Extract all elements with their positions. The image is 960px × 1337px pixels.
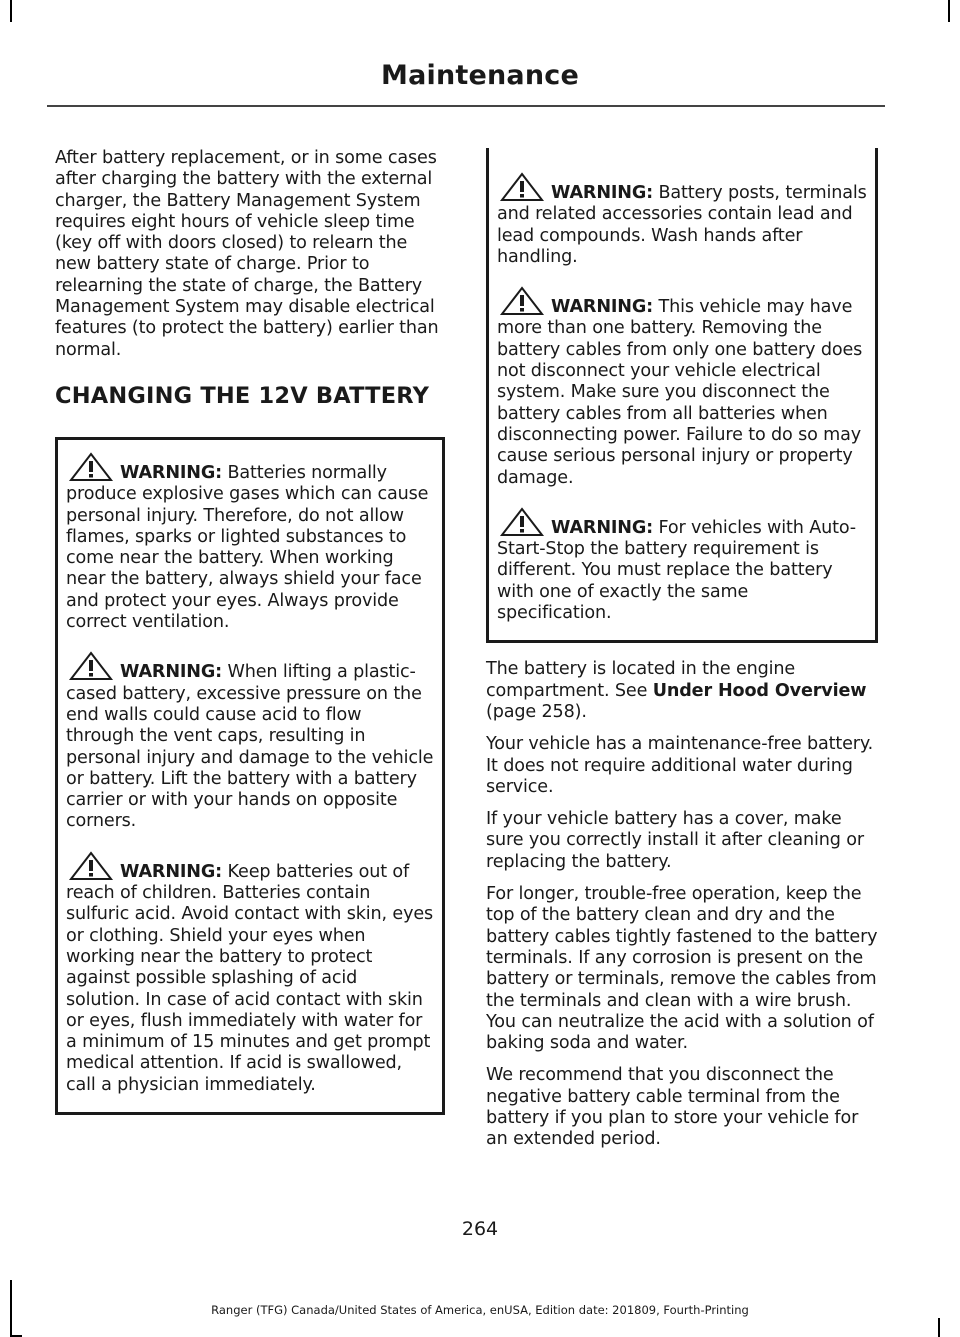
warning-label: WARNING: bbox=[120, 861, 223, 882]
warning-item bbox=[497, 507, 867, 624]
body-paragraph: Your vehicle has a maintenance-free battery. It does not require additional water during service. bbox=[486, 734, 874, 797]
crop-mark-top-left bbox=[10, 0, 12, 22]
warning-triangle-icon bbox=[497, 507, 547, 537]
warning-box-left bbox=[55, 437, 445, 1115]
page-title: Maintenance bbox=[381, 60, 579, 91]
location-paragraph bbox=[486, 659, 878, 723]
page-number: 264 bbox=[461, 1218, 499, 1240]
warning-item bbox=[66, 851, 434, 1096]
warning-item bbox=[66, 651, 434, 832]
warning-triangle-icon bbox=[66, 452, 116, 482]
warning-item bbox=[66, 452, 434, 633]
location-text: The battery is located in the engine compartment. See bbox=[486, 659, 796, 701]
intro-paragraph: After battery replacement, or in some cases after charging the battery with the external charger, the Battery Management System requires eight hours of vehicle sleep time (key off with doors closed) to relearn the new battery state of charge. Prior to relearning the state of charge, the Battery Management System may disable electrical features (to protect the battery) earlier than normal. bbox=[55, 148, 439, 360]
right-column bbox=[486, 148, 878, 1162]
warning-triangle-icon bbox=[66, 851, 116, 881]
header-divider bbox=[47, 105, 885, 107]
warning-text: Keep batteries out of reach of children. Batteries contain sulfuric acid. Avoid contact with skin, eyes or clothing. Shield your eyes when working near the battery to protect against possible splashing of acid solution. In case of acid contact with skin or eyes, flush immediately with water for a minimum of 15 minutes and get prompt medical attention. If acid is swallowed, call a physician immediately. bbox=[66, 861, 434, 1095]
body-paragraph: If your vehicle battery has a cover, make sure you correctly install it after cleaning or replacing the battery. bbox=[486, 809, 864, 872]
warning-item bbox=[497, 172, 867, 268]
body-paragraph: We recommend that you disconnect the negative battery cable terminal from the battery if you plan to store your vehicle for an extended period. bbox=[486, 1065, 859, 1150]
crop-mark-top-right bbox=[948, 0, 950, 22]
warning-text: Batteries normally produce explosive gases which can cause personal injury. Therefore, do not allow flames, sparks or lighted substances to come near the battery. When working near the battery, always shield your face and protect your eyes. Always provide correct ventilation. bbox=[66, 462, 429, 633]
crop-mark-bottom-right bbox=[938, 1318, 940, 1337]
warning-label: WARNING: bbox=[120, 462, 223, 483]
warning-text: When lifting a plastic-cased battery, excessive pressure on the end walls could cause acid to flow through the vent caps, resulting in personal injury and damage to the vehicle or battery. Lift the battery with a battery carrier or with your hands on opposite corners. bbox=[66, 662, 434, 832]
warning-triangle-icon bbox=[497, 286, 547, 316]
warning-label: WARNING: bbox=[551, 183, 654, 203]
warning-label: WARNING: bbox=[551, 297, 654, 318]
warning-triangle-icon bbox=[66, 651, 116, 681]
section-heading: CHANGING THE 12V BATTERY bbox=[55, 382, 430, 409]
body-paragraph: For longer, trouble-free operation, keep the top of the battery clean and dry and the battery cables tightly fastened to the battery terminals. If any corrosion is present on the battery or terminals, remove the cables from the terminals and clean with a wire brush. You can neutralize the acid with a solution of baking soda and water. bbox=[486, 884, 878, 1054]
warning-box-right bbox=[486, 148, 878, 643]
warning-item bbox=[497, 286, 867, 489]
warning-label: WARNING: bbox=[120, 662, 223, 683]
left-column bbox=[55, 148, 447, 1115]
under-hood-overview-link[interactable]: Under Hood Overview bbox=[652, 680, 867, 701]
page-reference: (page 258). bbox=[486, 701, 587, 722]
edition-footer: Ranger (TFG) Canada/United States of America, enUSA, Edition date: 201809, Fourth-Printing bbox=[211, 1303, 749, 1317]
warning-label: WARNING: bbox=[551, 517, 654, 538]
warning-text: This vehicle may have more than one battery. Removing the battery cables from only one battery does not disconnect your vehicle electrical system. Make sure you disconnect the battery cables from all batteries when disconnecting power. Failure to do so may cause serious personal injury or property damage. bbox=[497, 297, 863, 488]
warning-text: Battery posts, terminals and related accessories contain lead and lead compounds. Wash hands after handling. bbox=[497, 183, 867, 267]
warning-text: For vehicles with Auto-Start-Stop the battery requirement is different. You must replace the battery with one of exactly the same specification. bbox=[497, 517, 857, 624]
warning-triangle-icon bbox=[497, 172, 547, 202]
